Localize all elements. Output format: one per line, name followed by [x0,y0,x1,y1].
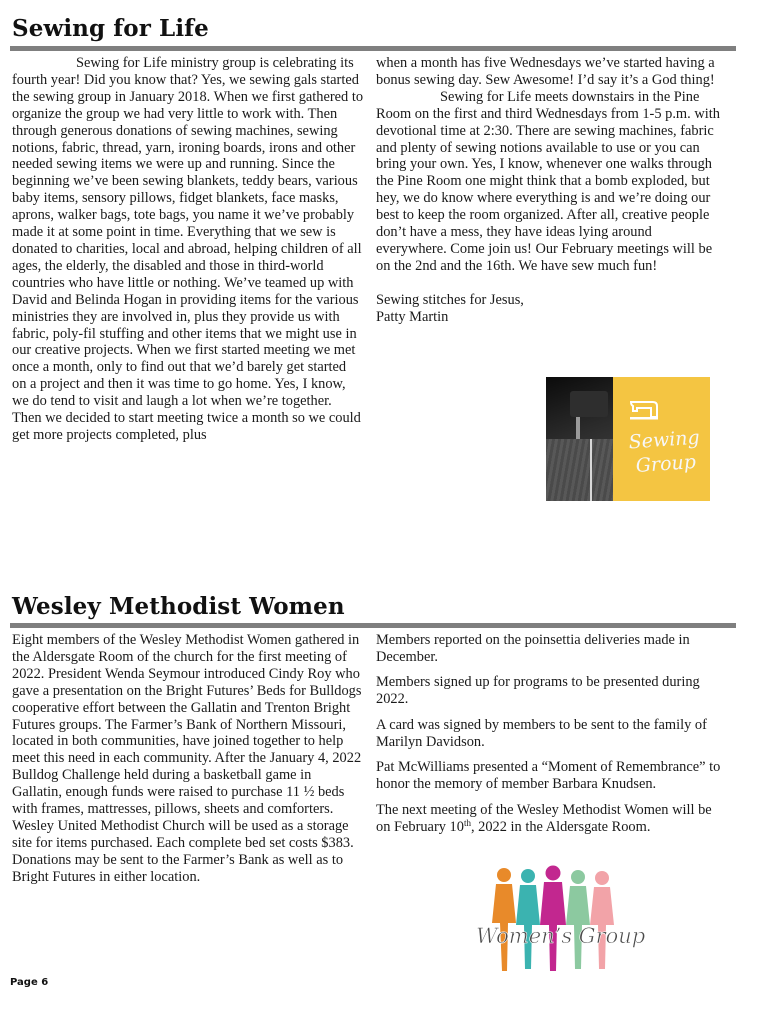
womens-group-logo-text: Women’s Group [476,924,646,948]
sewing-article-paragraph: Sewing for Life ministry group is celebrating its fourth year! Did you know that? Yes, we sewing gals started the sewing group in January 2018. When we first gathered to organize the group we had very little to work with. Then through generous donations of sewing machines, sewing notions, fabric, thread, yarn, ironing boards, irons and other needed sewing items we were up and running. Since the beginning we’ve been sewing blankets, teddy bears, various baby items, sensory pillows, fidget blankets, face masks, aprons, walker bags, tote bags, you name it we’ve probably made it at some point in time. Everything that we sew is donated to charities, local and abroad, helping children of all ages, the elderly, the disabled and those in third-world countries who have little or nothing. We’ve teamed up with David and Belinda Hogan in providing items for the various ministries they are involved in, plus they provide us with fabric, poly-fil stuffing and other items that we might use in our creative projects. When we first started meeting we met once a month, only to find out that we’d barely get started on a project and then it was time to go home. Yes, I know, we do tend to visit and laugh a lot when we’re together. Then we decided to start meeting twice a month so we could get more projects completed, plus [12,55,364,443]
sewing-article-paragraph: when a month has five Wednesdays we’ve started having a bonus sewing day. Sew Awesome! I’d say it’s a God thing! [376,55,715,88]
womens-group-image [472,865,647,975]
sewing-signoff-author: Patty Martin [376,308,449,325]
wesley-article-paragraph: Pat McWilliams presented a “Moment of Remembrance” to honor the memory of member Barbara Knudsen. [376,759,721,793]
section-title-wesley-methodist-women: Wesley Methodist Women [12,593,345,620]
sewing-group-image [546,377,710,501]
wesley-next-meeting-paragraph: The next meeting of the Wesley Methodist Women will be on February 10th, 2022 in the Aldersgate Room. [376,801,712,835]
sewing-machine-photo [546,377,613,501]
women-figures [492,866,614,972]
sewing-signoff-line: Sewing stitches for Jesus, [376,291,524,308]
sewing-machine-icon [628,396,660,420]
wesley-article-paragraph: Eight members of the Wesley Methodist Women gathered in the Aldersgate Room of the church for the first meeting of 2022. President Wenda Seymour introduced Cindy Roy who gave a presentation on the Bright Futures’ Beds for Bulldogs cooperative effort between the Gallatin and Trenton Bright Futures groups. The Farmer’s Bank of Northern Missouri, located in both communities, have joined together to help meet this need in each community. After the January 4, 2022 Bulldog Challenge held during a basketball game in Gallatin, enough funds were raised to purchase 11 ½ beds with frames, mattresses, pillows, sheets and comforters. Wesley United Methodist Church will be used as a storage site for items purchased. Each complete bed set costs $383. Donations may be sent to the Farmer’s Bank as well as to Bright Futures in either location. [12,632,362,885]
wesley-article-paragraph: Members reported on the poinsettia deliveries made in December. [376,632,690,665]
sewing-group-logo-panel [613,377,710,501]
section-title-sewing-for-life: Sewing for Life [12,15,209,42]
sewing-article-left-column [12,55,364,444]
section-divider [10,623,736,628]
sewing-article-right-column [376,55,724,325]
wesley-article-left-column [12,632,364,886]
section-divider [10,46,736,51]
wesley-article-right-column [376,632,728,835]
sewing-article-paragraph: Sewing for Life meets downstairs in the Pine Room on the first and third Wednesdays from 1-5 p.m. with devotional time at 2:30. There are sewing machines, fabric and plenty of sewing notions available to use or you can bring your own. Yes, I know, whenever one walks through the Pine Room one might think that a bomb exploded, but hey, we do know where everything is and we’re doing our best to keep the room organized. After all, creative people don’t have a mess, they have ideas lying around everywhere. Come join us! Our February meetings will be on the 2nd and the 16th. We have sew much fun! [376,88,720,274]
page-number: Page 6 [10,977,49,988]
sewing-group-logo-text: Sewing Group [627,426,701,478]
wesley-article-paragraph: Members signed up for programs to be presented during 2022. [376,674,700,708]
wesley-article-paragraph: A card was signed by members to be sent to the family of Marilyn Davidson. [376,716,707,750]
